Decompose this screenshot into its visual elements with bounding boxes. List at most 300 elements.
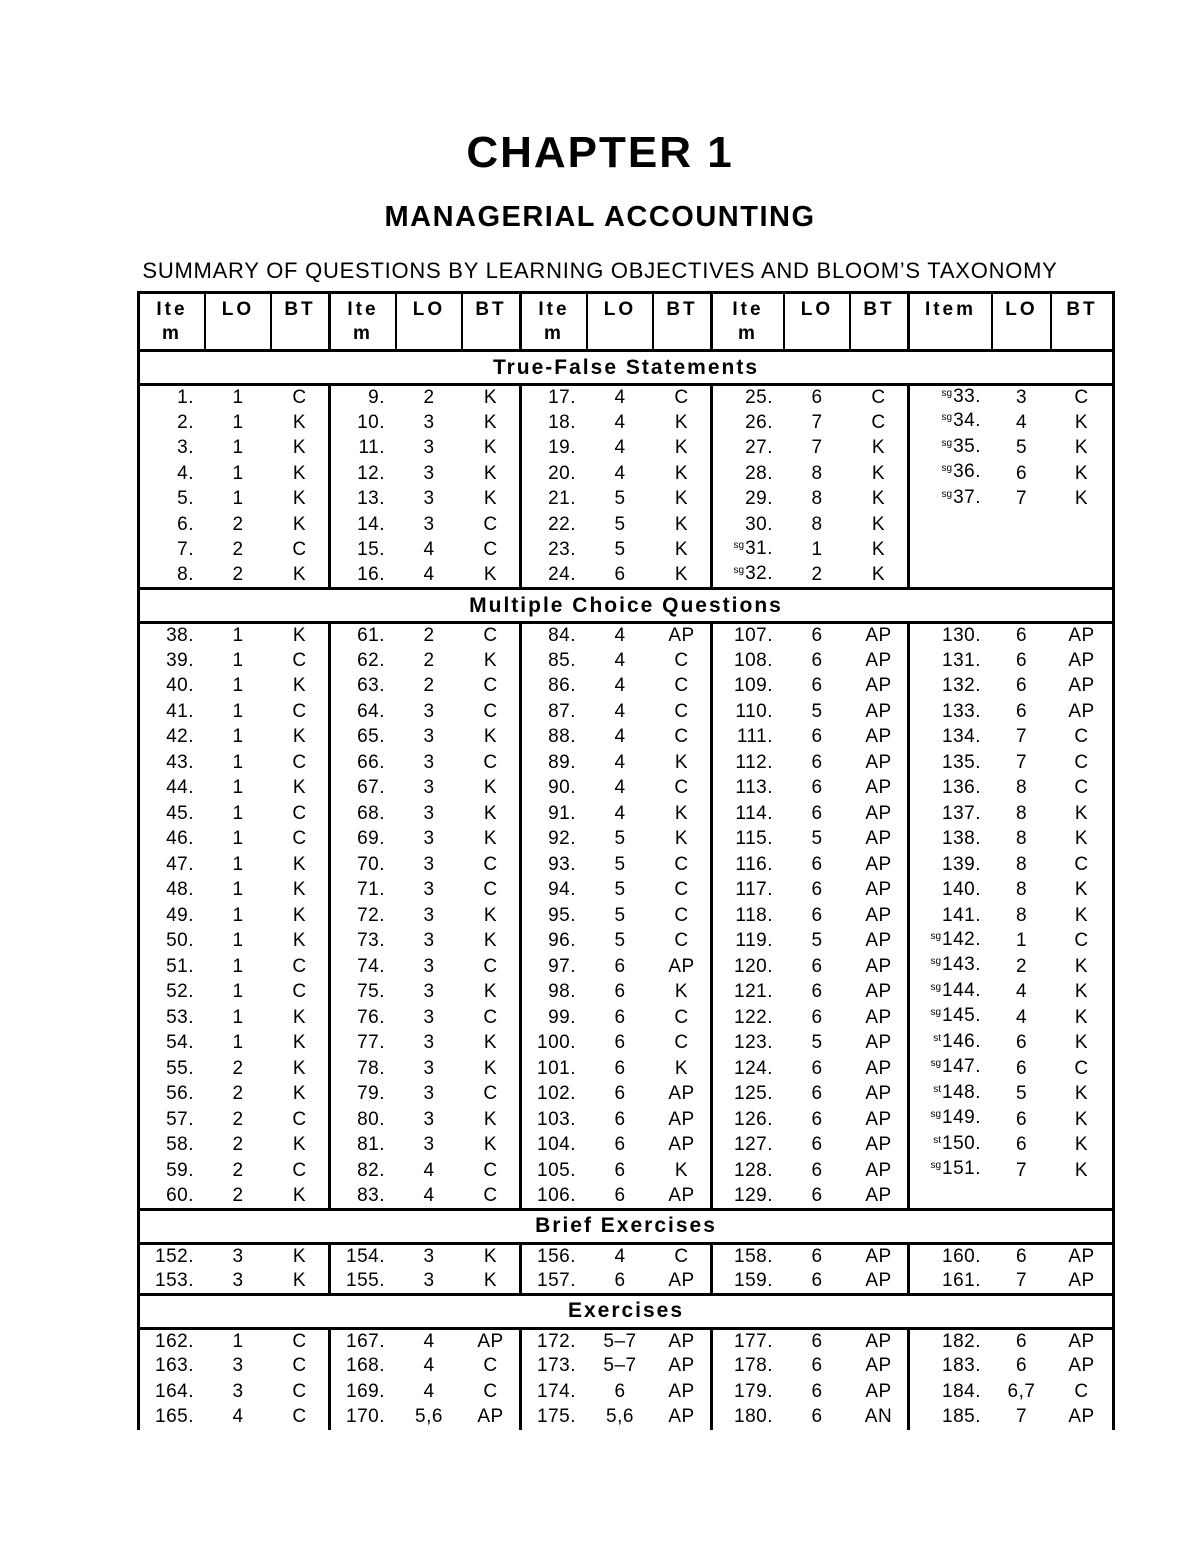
blooms-level: C <box>674 853 689 875</box>
item-label: 6. <box>177 513 194 535</box>
item-number <box>330 1082 397 1108</box>
item-label: 134. <box>942 726 981 748</box>
learning-objective: 5–7 <box>603 1355 637 1377</box>
blooms-level: AP <box>865 981 892 1003</box>
item-label: 33. <box>953 385 981 407</box>
item-marker: sg <box>941 437 953 449</box>
bt-column-header <box>1051 293 1114 351</box>
item-label: 141. <box>942 904 981 926</box>
item-number <box>521 1354 588 1380</box>
item-number <box>139 385 206 411</box>
item-label: 50. <box>166 930 194 952</box>
question-row <box>139 1184 1114 1210</box>
learning-objective: 6 <box>614 1032 626 1054</box>
item-number <box>330 878 397 904</box>
item-number <box>521 674 588 700</box>
item-label: 170. <box>346 1406 385 1428</box>
blooms-level: K <box>483 564 498 585</box>
item-number <box>521 1243 588 1269</box>
item-number <box>139 725 206 751</box>
question-row <box>139 750 1114 776</box>
table-caption: SUMMARY OF QUESTIONS BY LEARNING OBJECTIVES AND BLOOM’S TAXONOMY <box>142 258 1058 283</box>
blooms-level: AN <box>864 1406 893 1428</box>
blooms-level: AP <box>668 1355 695 1377</box>
item-label: 155. <box>346 1269 385 1291</box>
item-label: 54. <box>166 1032 194 1054</box>
question-row <box>139 436 1114 462</box>
blooms-level: AP <box>865 828 892 850</box>
learning-objective: 5 <box>1015 437 1028 459</box>
learning-objective: 3 <box>232 1269 244 1291</box>
blooms-level: AP <box>865 904 892 926</box>
item-label: 4. <box>177 462 194 484</box>
blooms-level: K <box>1074 1006 1089 1028</box>
blooms-level: AP <box>668 1406 695 1428</box>
blooms-level: K <box>674 539 689 561</box>
question-row <box>139 512 1114 538</box>
item-number <box>139 1056 206 1082</box>
question-row <box>139 1243 1114 1269</box>
learning-objective: 3 <box>423 1032 435 1054</box>
item-label: 169. <box>346 1380 385 1402</box>
lo-column-header <box>587 293 653 351</box>
lo-column-header <box>396 293 462 351</box>
learning-objective: 5,6 <box>606 1406 634 1428</box>
blooms-level: C <box>292 649 307 671</box>
item-label: 159. <box>734 1269 773 1291</box>
item-label: 19. <box>548 437 576 459</box>
learning-objective: 3 <box>232 1245 244 1267</box>
item-number <box>521 436 588 462</box>
item-number <box>521 929 588 955</box>
item-number <box>521 385 588 411</box>
learning-objective: 6 <box>614 1057 626 1079</box>
item-label: 102. <box>537 1083 576 1105</box>
item-number <box>909 776 993 802</box>
item-label: 67. <box>357 777 385 799</box>
learning-objective: 7 <box>811 411 823 433</box>
item-number <box>909 980 993 1006</box>
learning-objective: 3 <box>423 1057 435 1079</box>
item-label: 154. <box>346 1245 385 1267</box>
blooms-level: K <box>483 411 498 433</box>
blooms-level: C <box>871 387 886 408</box>
learning-objective: 1 <box>232 1032 244 1054</box>
blooms-level: K <box>483 1108 498 1130</box>
item-number <box>521 1328 588 1354</box>
question-row <box>139 487 1114 513</box>
blooms-level: K <box>292 462 307 484</box>
blooms-level: K <box>292 1083 307 1105</box>
blooms-level: K <box>292 879 307 901</box>
learning-objective: 6 <box>811 1083 823 1105</box>
question-row <box>139 674 1114 700</box>
item-label: 58. <box>166 1134 194 1156</box>
learning-objective <box>992 538 1051 564</box>
item-marker: sg <box>733 539 745 551</box>
learning-objective: 6 <box>1015 1134 1028 1156</box>
learning-objective: 2 <box>232 1134 244 1156</box>
blooms-level: AP <box>865 1269 892 1291</box>
item-number <box>330 903 397 929</box>
blooms-level: K <box>1074 802 1089 824</box>
item-label: 130. <box>942 625 981 646</box>
item-number <box>139 1379 206 1405</box>
blooms-level: AP <box>1068 675 1095 697</box>
item-label: 26. <box>745 411 773 433</box>
blooms-level: K <box>871 539 886 561</box>
blooms-level: AP <box>668 1108 695 1130</box>
blooms-level: K <box>674 462 689 484</box>
item-number <box>139 776 206 802</box>
item-number <box>330 563 397 589</box>
question-row <box>139 852 1114 878</box>
blooms-level: AP <box>1068 1245 1095 1267</box>
item-label: 136. <box>942 777 981 799</box>
blooms-level: K <box>674 1159 689 1181</box>
item-label: 36. <box>953 461 981 483</box>
blooms-level: AP <box>865 1057 892 1079</box>
item-column-header <box>909 293 993 351</box>
item-label: 124. <box>734 1057 773 1079</box>
learning-objective: 8 <box>1015 802 1028 824</box>
item-label: 125. <box>734 1083 773 1105</box>
item-number <box>139 436 206 462</box>
item-number <box>521 1133 588 1159</box>
question-row <box>139 1107 1114 1133</box>
learning-objective: 2 <box>423 675 435 697</box>
item-label: 89. <box>548 751 576 773</box>
item-number <box>330 538 397 564</box>
item-number <box>139 1158 206 1184</box>
item-number <box>712 1354 785 1380</box>
blooms-level: C <box>1074 726 1089 748</box>
section-heading-row <box>139 1209 1114 1243</box>
item-number <box>330 1328 397 1354</box>
item-number <box>909 1243 993 1269</box>
item-number <box>909 801 993 827</box>
blooms-level: K <box>483 904 498 926</box>
learning-objective: 3 <box>423 462 435 484</box>
item-marker: st <box>933 1134 942 1146</box>
item-label: 131. <box>942 649 981 671</box>
item-label: 109. <box>734 675 773 697</box>
blooms-level: K <box>1074 1032 1089 1054</box>
question-row <box>139 725 1114 751</box>
blooms-level: C <box>292 981 307 1003</box>
item-marker: sg <box>941 463 953 475</box>
blooms-level: K <box>674 828 689 850</box>
learning-objective: 1 <box>232 411 244 433</box>
item-number <box>712 1082 785 1108</box>
blooms-level: K <box>1074 437 1089 459</box>
item-number <box>139 487 206 513</box>
item-label: 64. <box>357 700 385 722</box>
item-label: 107. <box>734 625 773 646</box>
blooms-level: K <box>1074 1134 1089 1156</box>
blooms-level: C <box>674 930 689 952</box>
item-label: 31. <box>745 537 773 559</box>
item-number <box>521 1031 588 1057</box>
item-number <box>909 1133 993 1159</box>
item-number <box>909 512 993 538</box>
blooms-level: C <box>674 1032 689 1054</box>
blooms-level: AP <box>865 1380 892 1402</box>
blooms-level: K <box>871 462 886 484</box>
blooms-level <box>1051 512 1114 538</box>
item-label: 28. <box>745 462 773 484</box>
item-label: 48. <box>166 879 194 901</box>
blooms-level: K <box>292 564 307 585</box>
item-number <box>139 538 206 564</box>
bt-column-header <box>653 293 712 351</box>
learning-objective: 2 <box>232 1159 244 1181</box>
learning-objective <box>992 1184 1051 1210</box>
item-number <box>521 725 588 751</box>
item-number <box>712 538 785 564</box>
blooms-level: K <box>292 1245 307 1267</box>
item-label: 175. <box>537 1406 576 1428</box>
learning-objective: 5 <box>614 828 626 850</box>
item-number <box>330 436 397 462</box>
blooms-level: K <box>483 981 498 1003</box>
learning-objective: 1 <box>232 879 244 901</box>
blooms-level: K <box>292 1134 307 1156</box>
item-number <box>139 878 206 904</box>
blooms-level: K <box>483 726 498 748</box>
learning-objective: 5 <box>811 828 823 850</box>
item-label: 8. <box>177 564 194 585</box>
blooms-level: AP <box>865 1330 892 1352</box>
blooms-level: C <box>674 1245 689 1267</box>
item-number <box>521 852 588 878</box>
learning-objective: 6 <box>811 625 823 646</box>
blooms-level: K <box>871 513 886 535</box>
blooms-level: K <box>871 488 886 510</box>
item-number <box>712 1328 785 1354</box>
item-label: 111. <box>736 726 773 748</box>
summary-table-body <box>139 293 1114 1431</box>
item-label: 69. <box>357 828 385 850</box>
learning-objective: 5 <box>614 930 626 952</box>
learning-objective: 2 <box>423 625 435 646</box>
blooms-level: AP <box>865 853 892 875</box>
blooms-level: K <box>292 437 307 459</box>
learning-objective: 6 <box>811 1330 823 1352</box>
item-number <box>521 563 588 589</box>
item-label: 86. <box>548 675 576 697</box>
learning-objective: 8 <box>1015 777 1028 799</box>
learning-objective: 1 <box>232 930 244 952</box>
blooms-level: C <box>674 904 689 926</box>
learning-objective <box>992 563 1051 589</box>
blooms-level: AP <box>1068 1406 1095 1428</box>
item-number <box>330 410 397 436</box>
item-label: 88. <box>548 726 576 748</box>
learning-objective: 5,6 <box>415 1406 443 1428</box>
blooms-level: AP <box>865 1108 892 1130</box>
learning-objective: 3 <box>423 1006 435 1028</box>
section-heading-row <box>139 589 1114 623</box>
blooms-level: K <box>292 777 307 799</box>
blooms-level: C <box>292 1355 307 1377</box>
blooms-level: K <box>292 1184 307 1206</box>
learning-objective: 6 <box>811 1355 823 1377</box>
item-number <box>712 750 785 776</box>
item-number <box>909 827 993 853</box>
learning-objective: 3 <box>232 1355 244 1377</box>
item-label: 83. <box>357 1184 385 1206</box>
blooms-level: C <box>1074 853 1089 875</box>
learning-objective: 8 <box>811 462 823 484</box>
blooms-level: C <box>871 411 886 433</box>
item-number <box>909 487 993 513</box>
blooms-level: K <box>483 828 498 850</box>
blooms-level: K <box>483 437 498 459</box>
blooms-level: K <box>483 1032 498 1054</box>
learning-objective: 5 <box>614 853 626 875</box>
blooms-level: K <box>292 1032 307 1054</box>
blooms-level: C <box>483 513 498 535</box>
learning-objective: 3 <box>423 930 435 952</box>
blooms-level: K <box>292 625 307 646</box>
learning-objective: 6 <box>811 1006 823 1028</box>
learning-objective: 6 <box>811 879 823 901</box>
item-number <box>139 903 206 929</box>
item-label: 122. <box>734 1006 773 1028</box>
learning-objective: 1 <box>232 462 244 484</box>
learning-objective: 3 <box>423 1134 435 1156</box>
item-number <box>712 563 785 589</box>
item-number <box>909 1269 993 1295</box>
learning-objective: 4 <box>423 539 435 561</box>
blooms-level: AP <box>1068 1330 1095 1352</box>
blooms-level: AP <box>668 625 695 646</box>
item-label: 127. <box>734 1134 773 1156</box>
blooms-level: AP <box>865 930 892 952</box>
question-row <box>139 1133 1114 1159</box>
item-number <box>139 801 206 827</box>
item-number <box>909 1184 993 1210</box>
blooms-level: K <box>674 437 689 459</box>
item-number <box>712 648 785 674</box>
item-label: 137. <box>942 802 981 824</box>
blooms-level: K <box>674 802 689 824</box>
header-label: BT <box>1066 299 1098 320</box>
item-label: 172. <box>537 1330 576 1352</box>
section-title: True-False Statements <box>139 351 1114 385</box>
item-number <box>909 623 993 649</box>
blooms-level: C <box>1074 1057 1089 1079</box>
question-row <box>139 648 1114 674</box>
item-number <box>521 801 588 827</box>
item-label: 44. <box>166 777 194 799</box>
learning-objective: 3 <box>423 828 435 850</box>
learning-objective: 1 <box>232 437 244 459</box>
item-number <box>521 1005 588 1031</box>
item-number <box>909 1379 993 1405</box>
blooms-level: K <box>483 802 498 824</box>
blooms-level <box>1051 538 1114 564</box>
learning-objective: 3 <box>232 1380 244 1402</box>
item-label: 164. <box>155 1380 194 1402</box>
item-label: 62. <box>357 649 385 671</box>
item-number <box>909 1354 993 1380</box>
item-number <box>909 1405 993 1431</box>
item-number <box>909 1158 993 1184</box>
learning-objective: 6 <box>811 1380 823 1402</box>
blooms-level: C <box>1074 387 1089 408</box>
item-label: 162. <box>155 1330 194 1352</box>
learning-objective: 6 <box>811 387 823 408</box>
blooms-level: K <box>674 751 689 773</box>
blooms-level: C <box>483 1006 498 1028</box>
item-label: 46. <box>166 828 194 850</box>
item-label: 55. <box>166 1057 194 1079</box>
learning-objective: 6 <box>614 1184 626 1206</box>
item-marker: sg <box>930 1007 942 1019</box>
item-label: 61. <box>357 625 385 646</box>
learning-objective: 3 <box>423 802 435 824</box>
learning-objective: 2 <box>232 1108 244 1130</box>
blooms-level: C <box>483 1159 498 1181</box>
item-label: 148. <box>942 1081 981 1103</box>
item-label: 35. <box>953 435 981 457</box>
learning-objective: 6 <box>811 751 823 773</box>
blooms-level: AP <box>865 1245 892 1267</box>
learning-objective: 3 <box>423 411 435 433</box>
item-label: 145. <box>942 1005 981 1027</box>
learning-objective: 1 <box>811 539 823 561</box>
item-label: 149. <box>942 1107 981 1129</box>
item-number <box>139 563 206 589</box>
item-label: 1. <box>177 387 194 408</box>
item-number <box>521 623 588 649</box>
learning-objective: 6 <box>811 1057 823 1079</box>
blooms-level: K <box>483 462 498 484</box>
learning-objective: 6 <box>614 1006 626 1028</box>
item-label: 152. <box>155 1245 194 1267</box>
item-number <box>139 410 206 436</box>
item-label: 114. <box>735 802 773 824</box>
blooms-level: AP <box>865 1006 892 1028</box>
item-label: 177. <box>734 1330 773 1352</box>
question-row <box>139 1082 1114 1108</box>
item-label: 117. <box>735 879 773 901</box>
learning-objective: 1 <box>232 981 244 1003</box>
item-label: 78. <box>357 1057 385 1079</box>
learning-objective: 4 <box>614 649 626 671</box>
item-label: 52. <box>166 981 194 1003</box>
item-number <box>909 461 993 487</box>
blooms-level: K <box>1074 828 1089 850</box>
item-number <box>909 674 993 700</box>
learning-objective: 5 <box>811 1032 823 1054</box>
learning-objective: 4 <box>614 675 626 697</box>
item-marker: sg <box>941 412 953 424</box>
item-column-header <box>521 293 588 351</box>
learning-objective: 8 <box>811 488 823 510</box>
question-row <box>139 827 1114 853</box>
item-number <box>909 648 993 674</box>
item-number <box>909 929 993 955</box>
blooms-level: AP <box>865 1083 892 1105</box>
learning-objective: 6 <box>811 1108 823 1130</box>
blooms-level: C <box>483 853 498 875</box>
item-label: 180. <box>734 1406 773 1428</box>
learning-objective: 6 <box>811 955 823 977</box>
item-number <box>330 852 397 878</box>
